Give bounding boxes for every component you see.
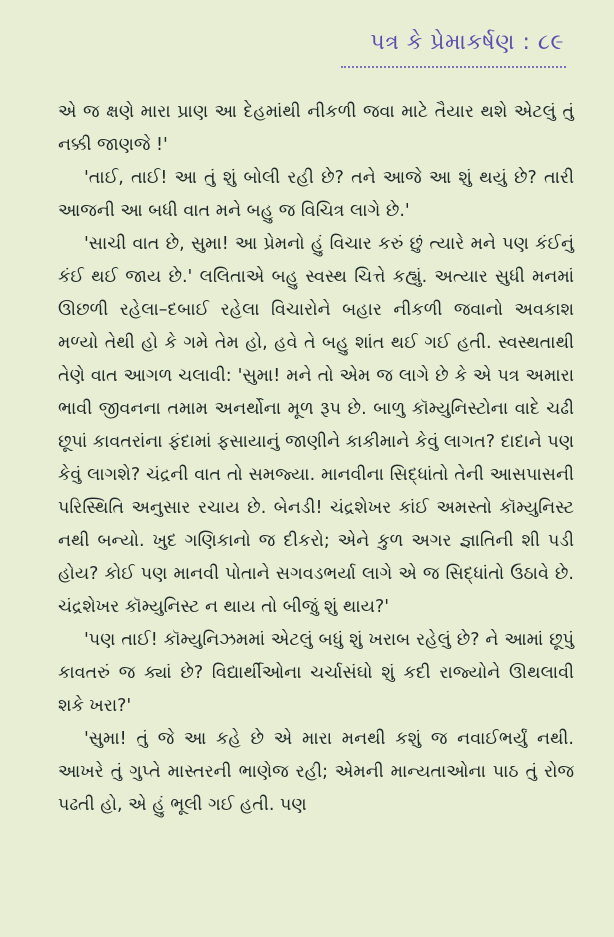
running-header: પત્ર કે પ્રેમાકર્ષણ : ૮૯ — [370, 30, 564, 55]
paragraph-2: 'તાઈ, તાઈ! આ તું શું બોલી રહી છે? તને આજે આ શું થયું છે? તારી આજની આ બધી વાત મને બહુ જ વિચિત્ર લાગે છે.' — [58, 168, 574, 221]
body-text — [58, 96, 574, 822]
paragraph-4: 'પણ તાઈ! કૉમ્યુનિઝમમાં એટલું બધું શું ખરાબ રહેલું છે? ને આમાં છૂપું કાવતરું જ ક્યાં છે? વિદ્યાર્થીઓના ચર્ચાસંઘો શું કદી રાજ્યોને ઊથલાવી શકે ખરા?' — [58, 630, 574, 716]
paragraph-3: 'સાચી વાત છે, સુમા! આ પ્રેમનો હું વિચાર કરું છું ત્યારે મને પણ કંઈનું કંઈ થઈ જાય છે.' લલિતાએ બહુ સ્વસ્થ ચિત્તે કહ્યું. અત્યાર સુધી મનમાં ઊછળી રહેલા–દબાઈ રહેલા વિચારોને બહાર નીકળી જવાનો અવકાશ મળ્યો તેથી હો કે ગમે તેમ હો, હવે તે બહુ શાંત થઈ ગઈ હતી. સ્વસ્થતાથી તેણે વાત આગળ ચલાવી: 'સુમા! મને તો એમ જ લાગે છે કે એ પત્ર અમારા ભાવી જીવનના તમામ અનર્થોના મૂળ રૂપ છે. બાળુ કૉમ્યુનિસ્ટોના વાદે ચઢી છૂપાં કાવતરાંના ફંદામાં ફસાયાનું જાણીને કાકીમાને કેવું લાગત? દાદાને પણ કેવું લાગશે? ચંદ્રની વાત તો સમજ્યા. માનવીના સિદ્ધાંતો તેની આસપાસની પરિસ્થિતિ અનુસાર રચાય છે. બેનડી! ચંદ્રશેખર કાંઈ અમસ્તો કૉમ્યુનિસ્ટ નથી બન્યો. ખુદ ગણિકાનો જ દીકરો; એને કુળ અગર જ્ઞાતિની શી પડી હોય? કોઈ પણ માનવી પોતાને સગવડભર્યા લાગે એ જ સિદ્ધાંતો ઉઠાવે છે. ચંદ્રશેખર કૉમ્યુનિસ્ટ ન થાય તો બીજું શું થાય?' — [58, 234, 574, 617]
paragraph-5: 'સુમા! તું જે આ કહે છે એ મારા મનથી કશું જ નવાઈભર્યું નથી. આખરે તું ગુપ્તે માસ્તરની ભાણેજ રહી; એમની માન્યતાઓના પાઠ તું રોજ પઢતી હો, એ હું ભૂલી ગઈ હતી. પણ — [58, 729, 574, 815]
header-rule — [341, 66, 566, 68]
paragraph-1: એ જ ક્ષણે મારા પ્રાણ આ દેહમાંથી નીકળી જવા માટે તૈયાર થશે એટલું તું નક્કી જાણજે !' — [58, 102, 574, 155]
